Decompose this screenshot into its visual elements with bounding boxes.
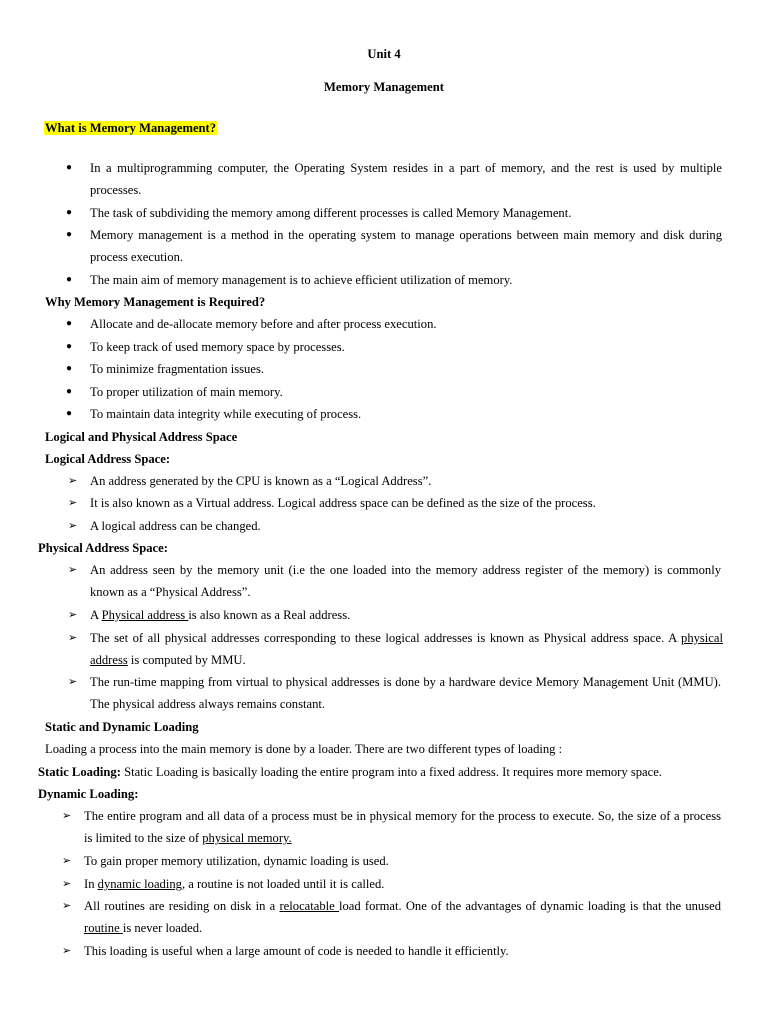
bullet-icon: ● [66, 207, 73, 218]
physical-address-link[interactable]: Physical address [101, 608, 189, 622]
arrow-bullet-icon: ➢ [62, 810, 72, 822]
text-run: load format. One of the advantages of dynamic loading is that the unused [338, 899, 721, 913]
arrow-bullet-icon: ➢ [68, 676, 78, 688]
list-item: The task of subdividing the memory among different processes is called Memory Management. [90, 206, 572, 220]
text-run: The set of all physical addresses corresponding to these logical addresses is known as Physical address space. A [90, 631, 682, 645]
list-item [84, 895, 721, 940]
bullet-icon: ● [66, 229, 73, 240]
list-item [90, 604, 350, 626]
list-item: Allocate and de-allocate memory before and after process execution. [90, 317, 437, 331]
arrow-bullet-icon: ➢ [62, 900, 72, 912]
bullet-icon: ● [66, 274, 73, 285]
what-is-mm-heading [44, 117, 217, 139]
list-item: An address generated by the CPU is known as a “Logical Address”. [90, 474, 432, 488]
list-item: This loading is useful when a large amount of code is needed to handle it efficiently. [84, 944, 509, 958]
dynamic-loading-link[interactable]: dynamic loading [97, 877, 182, 891]
document-subtitle: Memory Management [324, 80, 444, 94]
arrow-bullet-icon: ➢ [68, 520, 78, 532]
loading-intro: Loading a process into the main memory is done by a loader. There are two different types of loading : [45, 742, 563, 756]
list-item: Memory management is a method in the operating system to manage operations between main memory and disk during process execution. [90, 228, 722, 265]
physical-address-heading: Physical Address Space: [38, 541, 168, 555]
list-item [84, 805, 721, 850]
unit-title: Unit 4 [367, 47, 401, 61]
list-item: To proper utilization of main memory. [90, 385, 283, 399]
list-item: An address seen by the memory unit (i.e the one loaded into the memory address register of the memory) is commonly known as a “Physical Address”. [90, 563, 721, 600]
list-item: To gain proper memory utilization, dynamic loading is used. [84, 854, 389, 868]
loading-heading: Static and Dynamic Loading [45, 720, 199, 734]
arrow-bullet-icon: ➢ [68, 609, 78, 621]
routine-link[interactable]: routine [84, 921, 123, 936]
list-item: In a multiprogramming computer, the Operating System resides in a part of memory, and the rest is used by multiple processes. [90, 161, 722, 198]
text-run: is computed by MMU. [127, 653, 246, 668]
arrow-bullet-icon: ➢ [68, 564, 78, 576]
text-run: is also known as a Real address. [188, 608, 351, 622]
bullet-icon: ● [66, 408, 73, 419]
arrow-bullet-icon: ➢ [62, 855, 72, 867]
text-run: Static Loading is basically loading the entire program into a fixed address. It requires more memory space. [120, 765, 662, 779]
highlighted-heading: What is Memory Management? [45, 121, 217, 135]
bullet-icon: ● [66, 363, 73, 374]
list-item: To minimize fragmentation issues. [90, 362, 264, 376]
arrow-bullet-icon: ➢ [68, 475, 78, 487]
text-run: The entire program and all data of a process must be in physical memory for the process to execute. So, the size of a process is limited to the size of [84, 809, 721, 846]
static-loading-paragraph [38, 761, 662, 783]
text-run: is never loaded. [122, 921, 203, 936]
address-space-heading: Logical and Physical Address Space [45, 430, 238, 444]
text-run: In [84, 877, 98, 891]
list-item: A logical address can be changed. [90, 519, 261, 533]
list-item [90, 627, 723, 672]
arrow-bullet-icon: ➢ [62, 945, 72, 957]
bullet-icon: ● [66, 162, 73, 173]
arrow-bullet-icon: ➢ [62, 878, 72, 890]
list-item: The run-time mapping from virtual to physical addresses is done by a hardware device Memory Management Unit (MMU). The physical address always remains constant. [90, 675, 721, 712]
bullet-icon: ● [66, 318, 73, 329]
logical-address-heading: Logical Address Space: [45, 452, 171, 466]
list-item: The main aim of memory management is to achieve efficient utilization of memory. [90, 273, 513, 287]
list-item: To keep track of used memory space by processes. [90, 340, 345, 354]
static-loading-label: Static Loading: [38, 765, 121, 779]
list-item: To maintain data integrity while executing of process. [90, 407, 362, 421]
dynamic-loading-heading: Dynamic Loading: [38, 787, 139, 801]
list-item [84, 873, 384, 895]
physical-address-link[interactable]: physical address [90, 631, 723, 668]
bullet-icon: ● [66, 341, 73, 352]
physical-memory-link[interactable]: physical memory. [202, 831, 292, 846]
relocatable-link[interactable]: relocatable [279, 899, 339, 913]
bullet-icon: ● [66, 386, 73, 397]
text-run: All routines are residing on disk in a [84, 899, 280, 913]
why-mm-heading: Why Memory Management is Required? [45, 295, 266, 309]
text-run: A [90, 608, 102, 622]
text-run: , a routine is not loaded until it is called. [181, 877, 385, 891]
arrow-bullet-icon: ➢ [68, 497, 78, 509]
list-item: It is also known as a Virtual address. Logical address space can be defined as the size of the process. [90, 496, 596, 510]
arrow-bullet-icon: ➢ [68, 632, 78, 644]
